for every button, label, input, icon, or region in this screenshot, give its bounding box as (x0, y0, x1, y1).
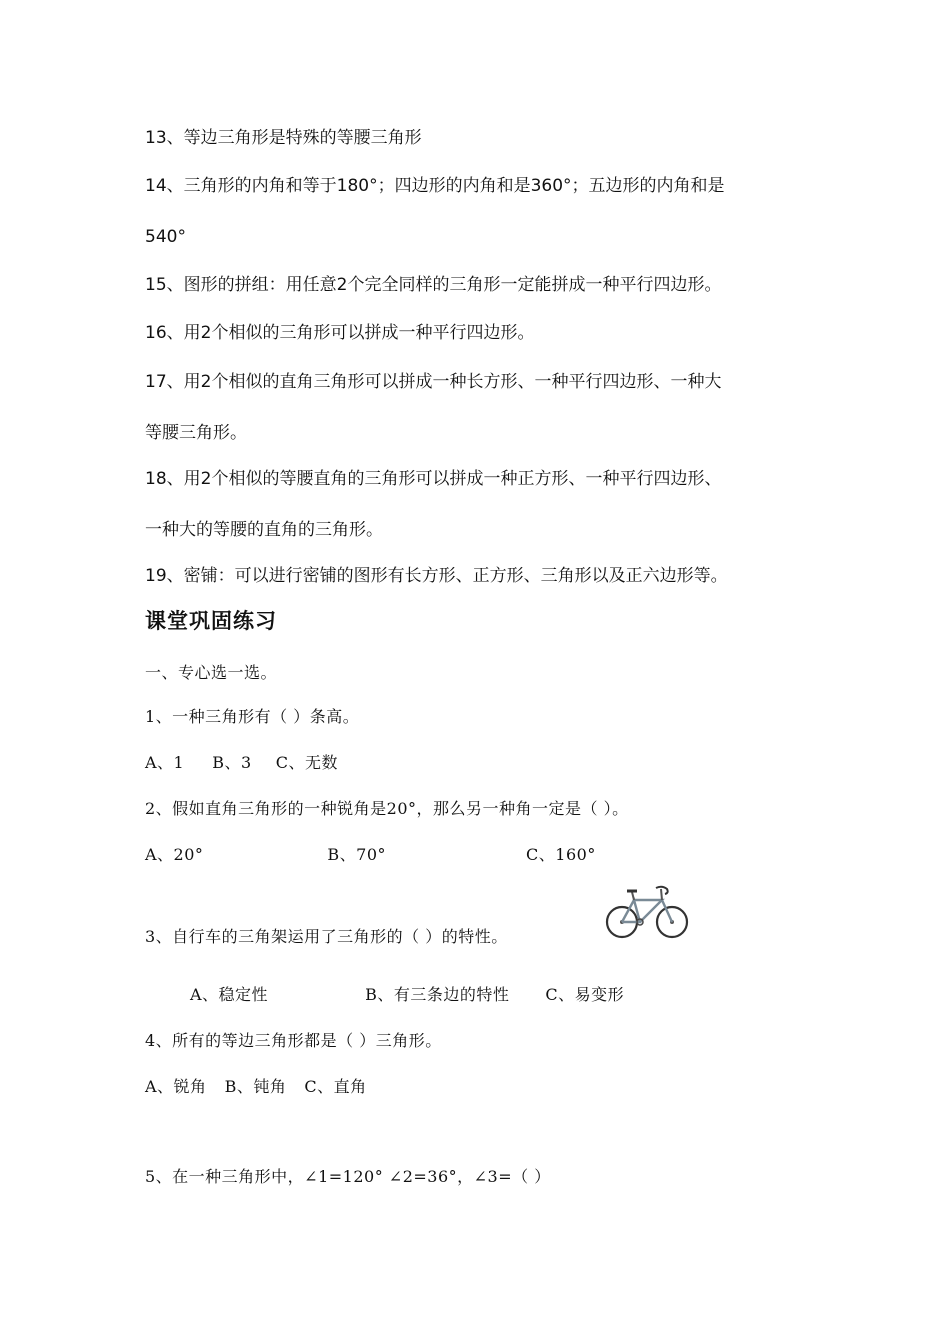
section-title: 课堂巩固练习 (145, 609, 277, 633)
question-3: 3、自行车的三角架运用了三角形的（ ）的特性。 (145, 927, 508, 946)
option-a: A、稳定性 (190, 985, 269, 1004)
question-4: 4、所有的等边三角形都是（ ）三角形。 (145, 1031, 442, 1050)
option-b: B、3 (212, 753, 252, 772)
option-a: A、20° (145, 845, 204, 864)
note-14: 14、三角形的内角和等于180°；四边形的内角和是360°；五边形的内角和是 (145, 176, 725, 196)
option-a: A、1 (145, 753, 185, 772)
note-15: 15、图形的拼组：用任意2个完全同样的三角形一定能拼成一种平行四边形。 (145, 275, 722, 295)
option-c: C、易变形 (545, 985, 625, 1004)
note-17-continued: 等腰三角形。 (145, 423, 247, 443)
question-3-options (190, 984, 624, 1006)
option-b: B、有三条边的特性 (365, 985, 510, 1004)
bicycle-icon (604, 878, 690, 944)
note-18: 18、用2个相似的等腰直角的三角形可以拼成一种正方形、一种平行四边形、 (145, 469, 722, 489)
note-14-continued: 540° (145, 227, 186, 247)
note-16: 16、用2个相似的三角形可以拼成一种平行四边形。 (145, 323, 535, 343)
option-c: C、直角 (304, 1077, 367, 1096)
note-17: 17、用2个相似的直角三角形可以拼成一种长方形、一种平行四边形、一种大 (145, 372, 722, 392)
option-a: A、锐角 (145, 1077, 207, 1096)
note-13: 13、等边三角形是特殊的等腰三角形 (145, 128, 422, 148)
note-19: 19、密铺：可以进行密铺的图形有长方形、正方形、三角形以及正六边形等。 (145, 566, 728, 586)
option-b: B、70° (327, 845, 387, 864)
option-b: B、钝角 (224, 1077, 287, 1096)
question-2-options (145, 844, 596, 866)
question-1: 1、一种三角形有（ ）条高。 (145, 707, 360, 726)
option-c: C、160° (526, 845, 596, 864)
option-c: C、无数 (275, 753, 338, 772)
question-5: 5、在一种三角形中，∠1=120° ∠2=36°，∠3=（ ） (145, 1167, 551, 1186)
question-1-options (145, 752, 338, 774)
part-title: 一、专心选一选。 (145, 663, 278, 682)
question-2: 2、假如直角三角形的一种锐角是20°，那么另一种角一定是（ ）。 (145, 799, 629, 818)
question-4-options (145, 1076, 367, 1098)
note-18-continued: 一种大的等腰的直角的三角形。 (145, 520, 383, 540)
